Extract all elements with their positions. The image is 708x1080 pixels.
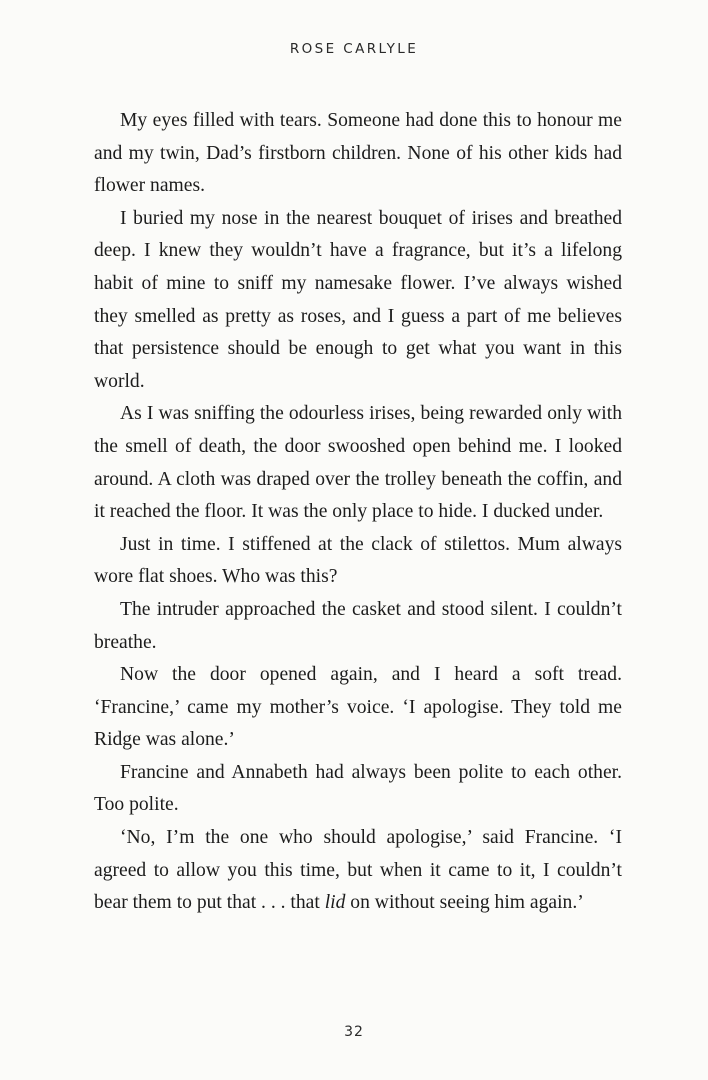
paragraph: Francine and Annabeth had always been polite to each other. Too polite. bbox=[94, 761, 622, 816]
paragraph: The intruder approached the casket and stood silent. I couldn’t breathe. bbox=[94, 598, 622, 653]
text-run: ‘No, I’m the one who should apologise,’ said Francine. ‘I agreed to allow you this time, but when it came to it, I couldn’t bear them to put that . . . that bbox=[94, 827, 622, 914]
paragraph-last bbox=[94, 822, 622, 920]
paragraph: I buried my nose in the nearest bouquet of irises and breathed deep. I knew they wouldn’t have a fragrance, but it’s a lifelong habit of mine to sniff my namesake flower. I’ve always wished they smelled as pretty as roses, and I guess a part of me believes that persistence should be enough to get what you want in this world. bbox=[94, 207, 622, 392]
page-number: 32 bbox=[344, 1024, 364, 1040]
body-text bbox=[94, 105, 622, 920]
paragraph: My eyes filled with tears. Someone had done this to honour me and my twin, Dad’s firstborn children. None of his other kids had flower names. bbox=[94, 110, 622, 197]
paragraph: Just in time. I stiffened at the clack of stilettos. Mum always wore flat shoes. Who was this? bbox=[94, 533, 622, 588]
paragraph: Now the door opened again, and I heard a soft tread. ‘Francine,’ came my mother’s voice. ‘I apologise. They told me Ridge was alone.’ bbox=[94, 664, 622, 751]
text-run: on without seeing him again.’ bbox=[345, 892, 584, 914]
italic-word: lid bbox=[324, 892, 346, 914]
paragraph: As I was sniffing the odourless irises, being rewarded only with the smell of death, the door swooshed open behind me. I looked around. A cloth was draped over the trolley beneath the coffin, and it reached the floor. It was the only place to hide. I ducked under. bbox=[94, 403, 622, 523]
running-head: ROSE CARLYLE bbox=[289, 41, 419, 57]
